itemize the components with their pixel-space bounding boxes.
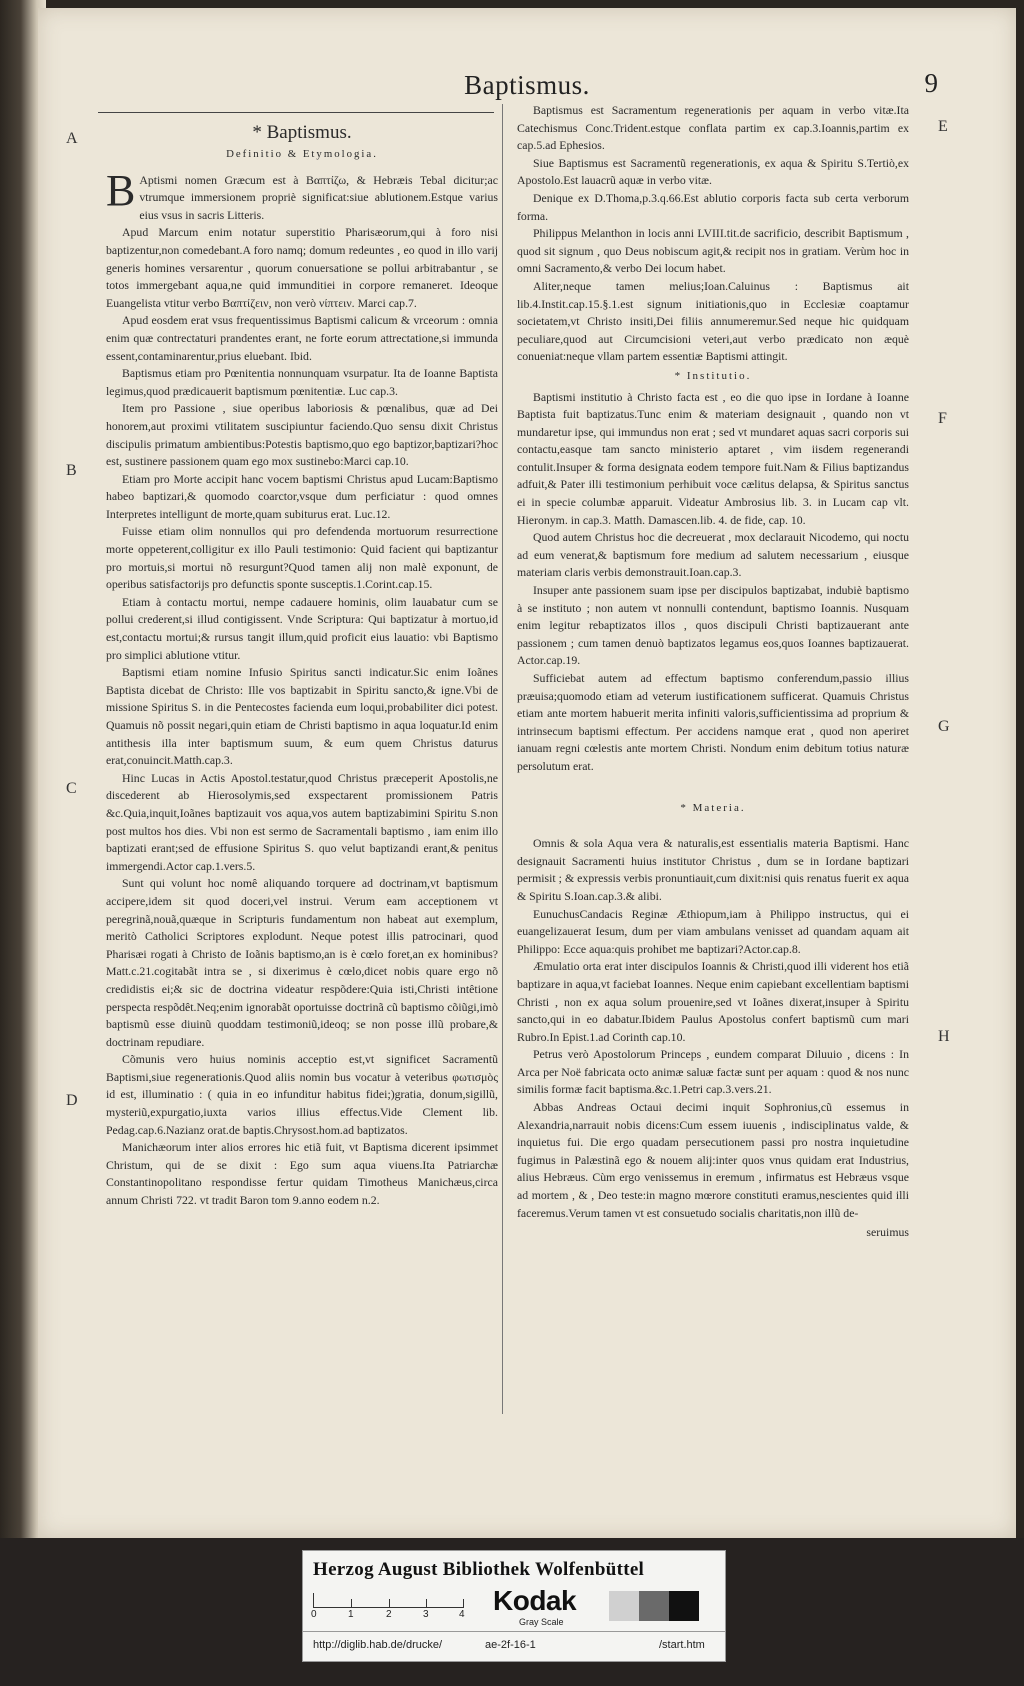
margin-letter-e: E <box>938 118 948 135</box>
paragraph: Æmulatio orta erat inter discipulos Ioannis & Christi,quod illi viderent hos etiã baptizare in aqua,vt faciebat Ioannes. Neque enim capiebant excellentiam baptismi Christi , non ex aqua solum prouenire,sed vt Ioãnes dixerat,insuper à Spiritu sancto,qui in eo dabatur.Ibidem Paulus Apostolus confert baptismũ cum mari Rubro.In Epist.1.ad Corinth cap.10. <box>517 959 909 1044</box>
catchword: seruimus <box>866 1225 909 1240</box>
stamp-divider <box>303 1631 725 1632</box>
margin-letter-g: G <box>938 718 950 735</box>
gray-patch-mid <box>639 1591 669 1621</box>
scale-label: 4 <box>459 1609 465 1620</box>
gray-patch-light <box>609 1591 639 1621</box>
heading-materia: * Materia. <box>680 801 746 814</box>
column-rule <box>502 104 503 1414</box>
margin-letter-a: A <box>66 130 78 147</box>
running-head: Baptismus. <box>464 70 590 100</box>
book-page <box>38 8 1016 1538</box>
section-subtitle: Definitio & Etymologia. <box>226 148 378 160</box>
paragraph: EunuchusCandacis Reginæ Æthiopum,iam à Philippo instructus, qui ei euangelizauerat Iesum, dum per viam ambulans venisset ad quandam aquam ait Philippo: Ecce aqua:quis prohibet me baptizari?Actor.cap.8. <box>517 906 909 956</box>
paragraph: B Aptismi nomen Græcum est à Βαπτίζω, & Hebræis Tebal dicitur;ac vtrumque immersionem propriè significat:siue ablutionem.Estque varius eius vsus in sacris Litteris. <box>106 165 498 222</box>
paragraph: Etiam pro Morte accipit hanc vocem baptismi Christus apud Lucam:Baptismo habeo baptizari,& quomodo coarctor,vsque dum perficiatur : quod omnes Interpretes intelligunt de morte,quam subiturus erat. Luc.12. <box>106 471 498 521</box>
scale-label: 1 <box>348 1609 354 1620</box>
margin-letter-h: H <box>938 1028 950 1045</box>
paragraph: Apud Marcum enim notatur superstitio Pharisæorum,qui à foro nisi baptizentur,non comedebant.A foro namq; domum redeuntes , eo quod in illo varij generis homines versarentur , quorum conuersatione se pollui arbitrabantur , se totos immergebant aqua,ne quid immunditiei in corpore remaneret. Ideoque Euangelista vtitur verbo Βαπτίζειν, non verò νίπτειν. Marci cap.7. <box>106 225 498 310</box>
left-column <box>106 102 498 1210</box>
paragraph: Insuper ante passionem suam ipse per discipulos baptizabat, indubiè baptismo à se instituto ; non autem vt nonnulli contendunt, baptismo Ioannis. Nusquam enim legitur rebaptizatos illos , quos discipuli Christi baptizauerant ante passionem ; cum tamen denuò baptizatos legamus eos,quos Ioannes baptizauerat. Actor.cap.19. <box>517 583 909 668</box>
paragraph: Fuisse etiam olim nonnullos qui pro defendenda mortuorum resurrectione morte oppeterent,colligitur ex illo Pauli testimonio: Quid facient qui baptizantur pro mortuis,si mortui nõ resurgunt?Quod tamen alij non malè exponunt, de operibus satisfactorijs pro defunctis sponte susceptis.1.Corint.cap.15. <box>106 524 498 592</box>
paragraph: Siue Baptismus est Sacramentũ regenerationis, ex aqua & Spiritu S.Tertiò,ex Apostolo.Est lauacrũ aquæ in verbo vitæ. <box>517 155 909 188</box>
drop-cap-initial: B <box>106 165 136 215</box>
margin-letter-b: B <box>66 462 77 479</box>
margin-letter-f: F <box>938 410 947 427</box>
margin-letter-c: C <box>66 780 77 797</box>
paragraph: Etiam à contactu mortui, nempe cadauere hominis, olim lauabatur cum se pollui crederent,si illud contigissent. Vnde Scriptura: Qui baptizatur à mortuo,id est,contactu mortui;& rursus tangit illum,quid proficit eius lauatio: vbi Baptismo pro simplici ablutione vtitur. <box>106 594 498 662</box>
paragraph: Denique ex D.Thoma,p.3.q.66.Est ablutio corporis facta sub certa verborum forma. <box>517 190 909 223</box>
stamp-title: Herzog August Bibliothek Wolfenbüttel <box>313 1559 645 1580</box>
paragraph: Item pro Passione , siue operibus laboriosis & pœnalibus, quæ ad Dei honorem,aut proximi vtilitatem suscipiuntur faciendo.Quo sensu dixit Christus discipulis primatum ambientibus:Potestis baptismo,quo ego baptizor,baptizari?hoc est, sustinere passionem quam ego mox sustinebo:Marci cap.10. <box>106 401 498 469</box>
paragraph: Philippus Melanthon in locis anni LVIII.tit.de sacrificio, describit Baptismum , quod sit signum , quo Deus nobiscum agit,& recipit nos in gratiam. Verùm hoc in omni Sacramento,& verbo Dei locum habet. <box>517 226 909 276</box>
stamp-shelfmark: ae-2f-16-1 <box>485 1639 536 1651</box>
page-number: 9 <box>924 68 938 98</box>
paragraph: Manichæorum inter alios errores hic etiã fuit, vt Baptisma dicerent ipsimmet Christum, qui de se dixit : Ego sum aqua viuens.Ita Patriarchæ Constantinopolitano respondisse fertur quidam Timotheus Manichæus,circa annum Christi 722. vt tradit Baron tom 9.anno eodem n.2. <box>106 1140 498 1208</box>
paragraph: Baptismi institutio à Christo facta est , eo die quo ipse in Iordane à Ioanne Baptista fuit baptizatus.Tunc enim & materiam designauit , quando non vt mundaretur ipse, qui immundus non erat ; sed vt mundaret aquas sacri corporis sui contactu,easque tam sancto ministerio aptaret , vim iisdem regenerandi contulit.Insuper & forma designata eodem tempore fuit.Nam & Filius baptizandus adfuit,& Pater illi testimonium perhibuit voce cælitus delapsa, & Spiritus sanctus ei in specie columbæ apparuit. Videatur Ambrosius lib. 3. in Lucam cap vlt. Hieronym. in cap.3. Matth. Damascen.lib. 4. de fide, cap. 10. <box>517 389 909 527</box>
paragraph: Sufficiebat autem ad effectum baptismo conferendum,passio illius præuisa;quomodo etiam ad veterum iustificationem sufficerat. Quamuis Christus etiam ante mortem habuerit merita infiniti valoris,sufficientissima ad proprium & intrinsecum baptismi effectum. Per accidens namque erat , quod non aperiret ianuam regni cœlestis ante mortem Christi. Nondum enim debitum totius naturæ persolutum erat. <box>517 671 909 773</box>
library-stamp <box>302 1550 726 1662</box>
paragraph: Aliter,neque tamen melius;Ioan.Caluinus : Baptismus ait lib.4.Instit.cap.15.§.1.est signum initiationis,quo in Ecclesiæ coaptamur societatem,vt Christo insiti,Dei filiis annumeremur.Sed neque hic quidquam peculiare,quod aut Circumcisioni veteri,aut verbo prædicato non æquè conueniat:neque vllam partem essentiæ Baptismi attingit. <box>517 278 909 364</box>
gray-scale-label: Gray Scale <box>519 1617 564 1627</box>
stamp-url-end: /start.htm <box>659 1639 705 1651</box>
scale-label: 2 <box>386 1609 392 1620</box>
paragraph: Sunt qui volunt hoc nomê aliquando torquere ad doctrinam,vt baptismum accipere,idem sit quod doceri,vel instrui. Verum eam acceptionem vt peregrinã,nouã,quæque in Scripturis fundamentum non habeat aut exemplum, meritò Catholici Scriptores explodunt. Neque potest illis patrocinari, quod Pharisæi rogati à Christo de Ioãnis baptismo,an is è cœlo foret,an ex hominibus?Matt.c.21.cogitabãt intra se , si dixerimus è cœlo,dicet nobis quare ergo nõ credidistis ei;& sic de doctrina videatur respõdere:Quia isti,Christi intêtione perspecta respõdêt.Neq;enim ignorabãt oportuisse doctrinã cũ baptismo cõiũgi,imò baptismũ esse diuinũ quoddam testimoniũ,ideoq; se non posse illũ probare,& doctrinam repudiare. <box>106 876 498 1049</box>
paragraph: Quod autem Christus hoc die decreuerat , mox declarauit Nicodemo, qui noctu ad eum venerat,& baptismum fore medium ad salutem necessarium , eiusque materiam claris verbis demonstrauit.Ioan.cap.3. <box>517 530 909 580</box>
stamp-url: http://diglib.hab.de/drucke/ <box>313 1639 443 1651</box>
paragraph: Apud eosdem erat vsus frequentissimus Baptismi calicum & vrceorum : omnia enim quæ contrectaturi prandentes erant, ne forte eorum attrectatione,si immunda essent,contaminarentur,prius eluebant. Ibid. <box>106 313 498 363</box>
heading-institutio: * Institutio. <box>674 369 752 382</box>
paragraph: Omnis & sola Aqua vera & naturalis,est essentialis materia Baptismi. Hanc designauit Sacramenti huius institutor Christus , dum se in Iordane baptizari permisit ; & expressis verbis pronuntiauit,cum dixit:nisi quis renatus fuerit ex aqua & Spiritu S.Ioan.cap.3.& alibi. <box>517 836 909 903</box>
right-column <box>517 102 909 1242</box>
paragraph: Hinc Lucas in Actis Apostol.testatur,quod Christus præceperit Apostolis,ne discederent ab Hierosolymis,sed exspectarent promissionem Patris &c.Quia,inquit,Ioãnes baptizauit vos aqua,vos autem baptizabimini Spiritu S.non post multos hos dies. Vbi non est sermo de Sacramentali baptismo , iam enim illo baptizati erant;sed de effusione Spiritus S. quo velut baptizandi erant,& penitus immergendi.Actor cap.1.vers.5. <box>106 770 498 873</box>
scale-label: 0 <box>311 1609 317 1620</box>
scale-label: 3 <box>423 1609 429 1620</box>
paragraph: Baptismi etiam nomine Infusio Spiritus sancti indicatur.Sic enim Ioãnes Baptista dicebat de Christo: Ille vos baptizabit in Spiritu sancto,& igne.Vbi de missione Spiritus S. in die Pentecostes facienda eum loqui,probabiliter dici potest. Quamuis nõ possit negari,quin etiam de Christi baptismo in aqua loquatur.Id enim antithesis illa inter baptismum suum, & eum quem Christus daturus erat,conuincit.Matth.cap.3. <box>106 665 498 768</box>
paragraph: Abbas Andreas Octaui decimi inquit Sophronius,cũ essemus in Alexandria,narrauit nobis dicens:Cum essem iuuenis , indisciplinatus valde, & inquietus fui. Die ergo quadam persecutionem passi pro nostra inquietudine fugimus in Palæstinã ego & nouem alij:inter quos vnus quidam erat Industrius, alius Hebræus. Cùm ergo venissemus in eremum , infirmatus est Hebræus vsque ad mortem , & , Deo teste:in magno mœrore constituti eramus,nescientes quid illi faceremus.Verum tamen vt est consuetudo socialis charitatis,non illũ de- <box>517 1100 909 1220</box>
paragraph: Petrus verò Apostolorum Princeps , eundem comparat Diluuio , dicens : In Arca per Noë fabricata octo animæ saluæ factæ sunt per aquam : quod & nos nunc similis formæ facit baptisma.&c.1.Petri cap.3.vers.21. <box>517 1047 909 1097</box>
ruler-scale <box>313 1593 464 1608</box>
paragraph: Baptismus est Sacramentum regenerationis per aquam in verbo vitæ.Ita Catechismus Conc.Trident.estque conflata partim ex cap.3.Ioannis,partim ex cap.5.ad Ephesios. <box>517 103 909 153</box>
section-title: * Baptismus. <box>252 122 352 143</box>
margin-letter-d: D <box>66 1092 78 1109</box>
paragraph: Cõmunis vero huius nominis acceptio est,vt significet Sacramentũ Baptismi,siue regenerationis.Quod aliis nomin bus vocatur à veteribus φωτισμὸς id est, illuminatio : ( quia in eo infunditur habitus fidei;)gratia, donum,sigillũ, mysteriũ,expurgatio,iuxta varios illius effectus.Vide Clement lib. Pedag.cap.6.Nazianz orat.de baptis.Chrysost.hom.ad baptizatos. <box>106 1052 498 1137</box>
gray-patch-dark <box>669 1591 699 1621</box>
kodak-logo: Kodak <box>493 1585 577 1616</box>
paragraph: Baptismus etiam pro Pœnitentia nonnunquam vsurpatur. Ita de Ioanne Baptista legimus,quod prædicauerit baptismum pœnitentiæ. Luc cap.3. <box>106 366 498 398</box>
